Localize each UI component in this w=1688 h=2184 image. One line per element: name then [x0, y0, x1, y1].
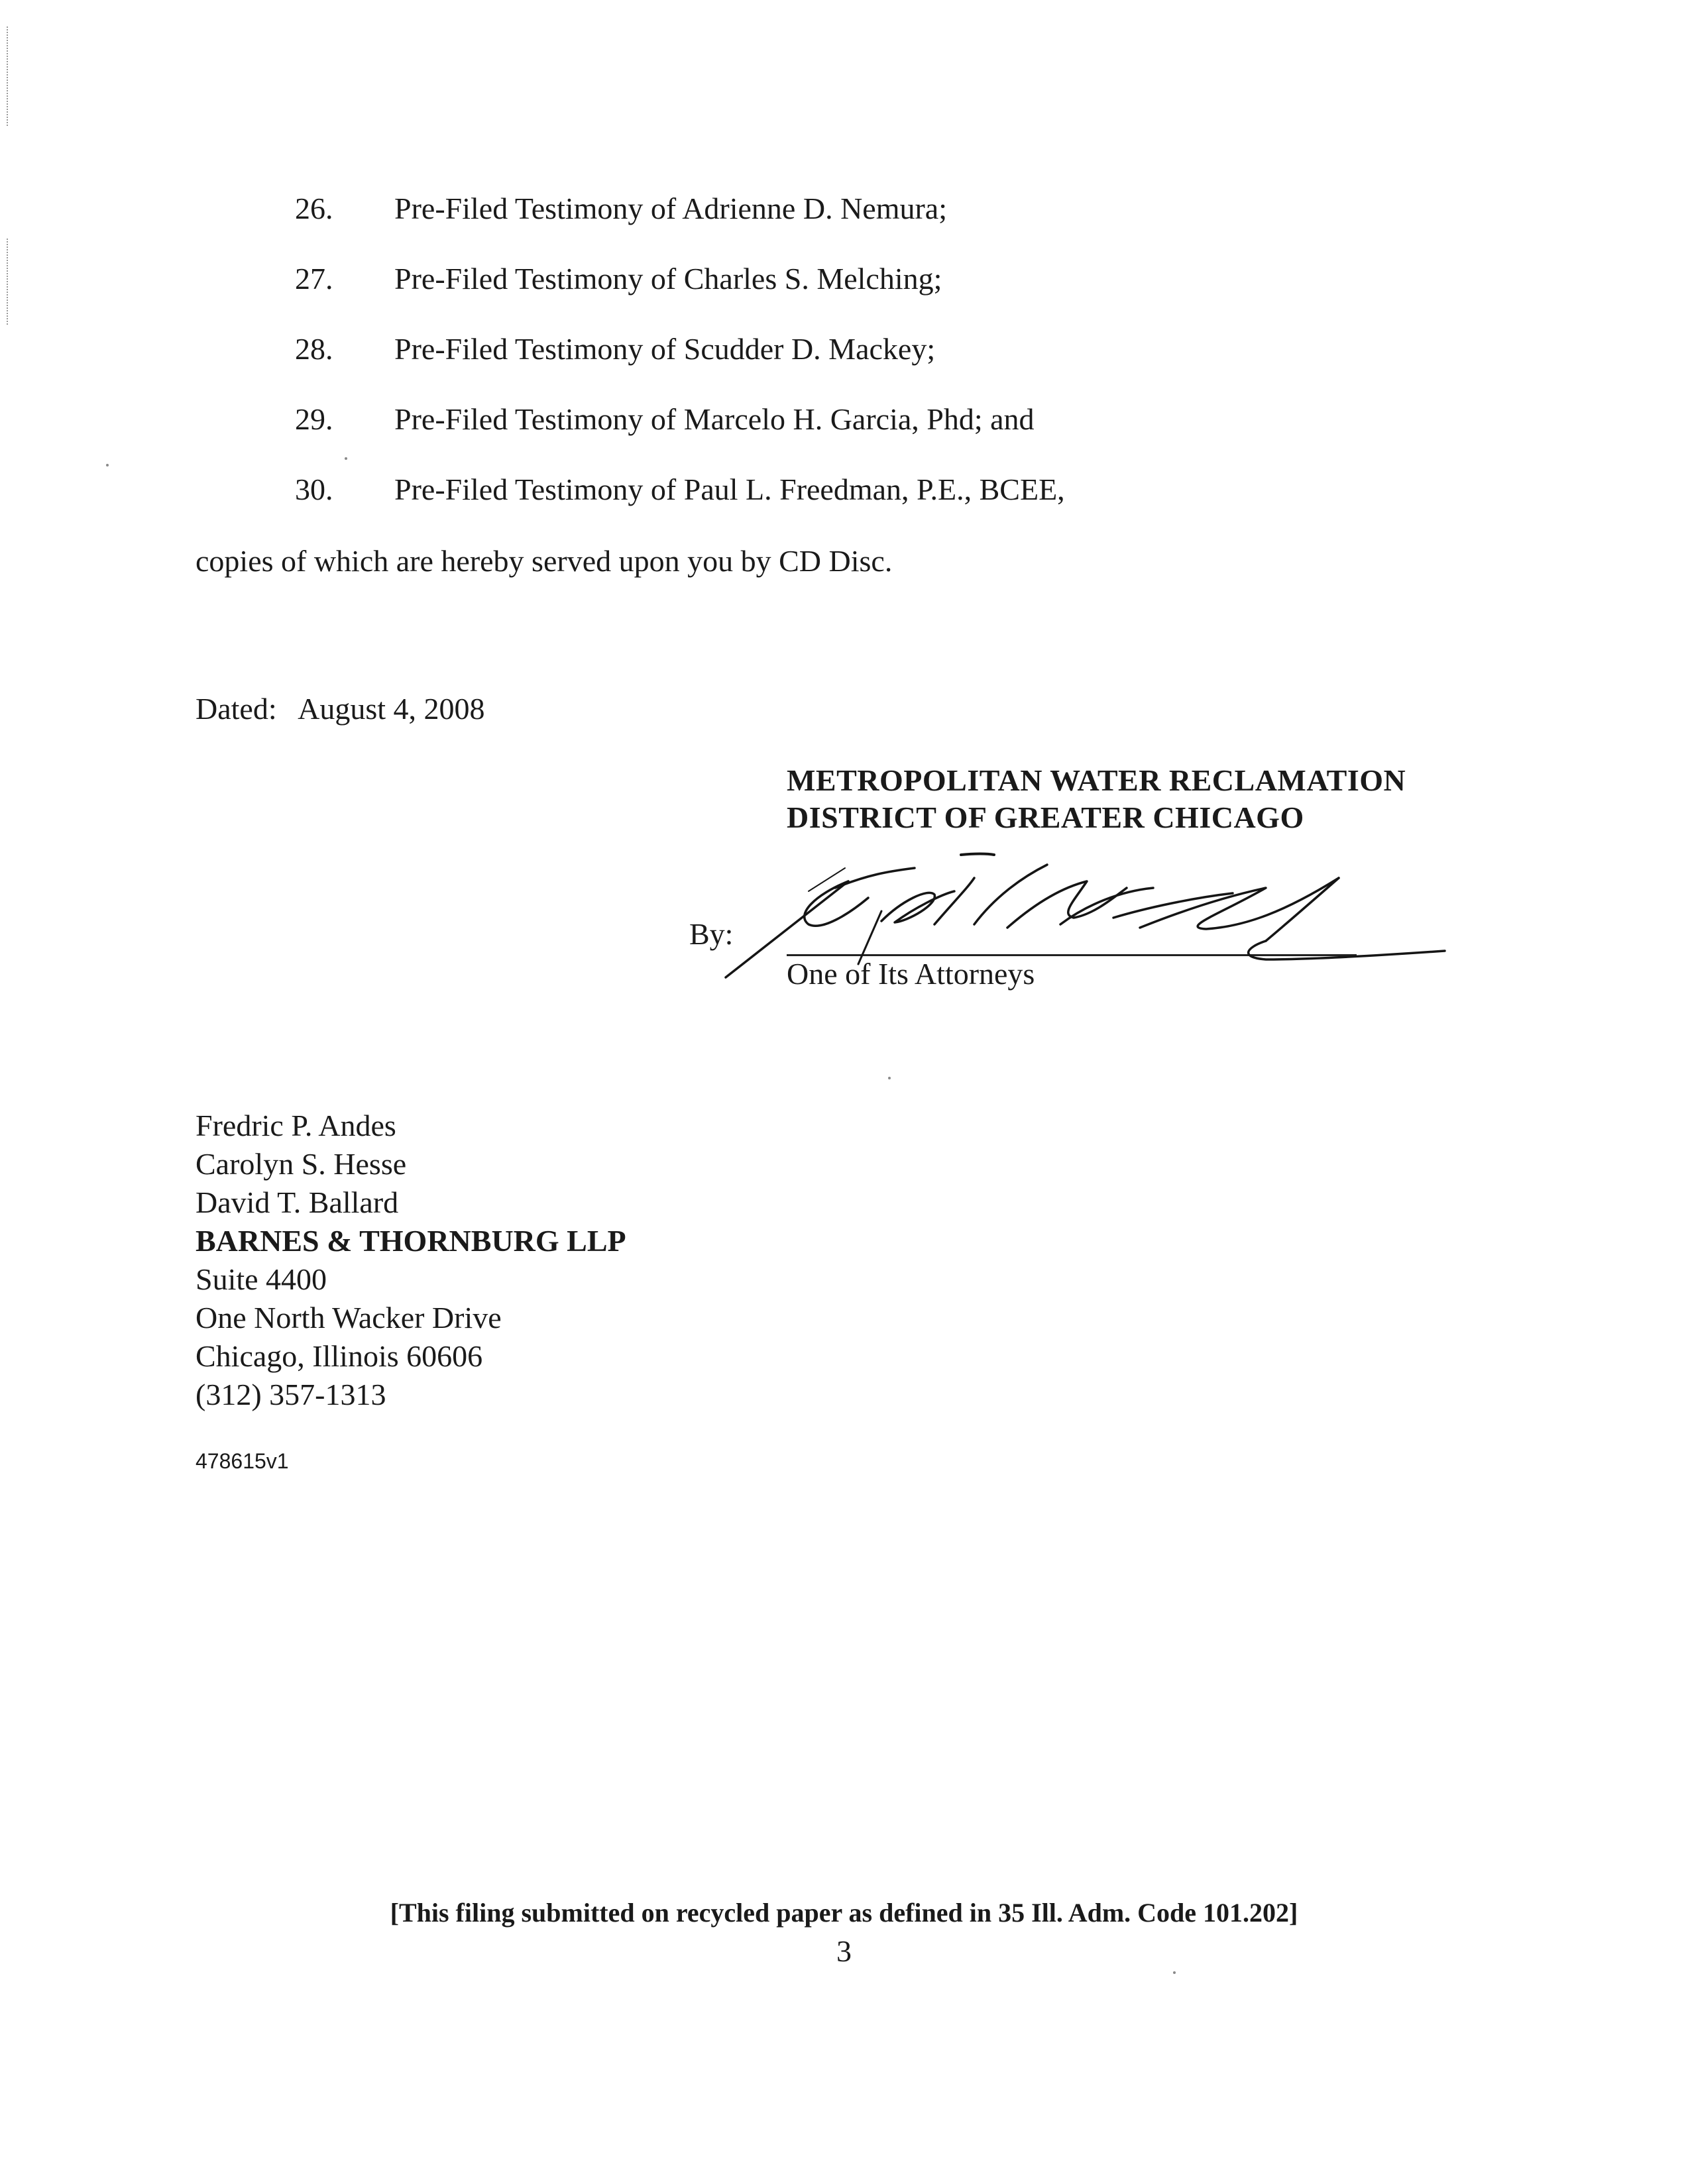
exhibit-number: 27. — [295, 262, 333, 296]
attorney-name: Carolyn S. Hesse — [196, 1147, 407, 1181]
recycled-paper-note: [This filing submitted on recycled paper as defined in 35 Ill. Adm. Code 101.202] — [390, 1898, 1298, 1928]
attorney-name: Fredric P. Andes — [196, 1109, 396, 1142]
scan-edge-mark — [7, 239, 9, 325]
exhibit-text: Pre-Filed Testimony of Charles S. Melching; — [394, 262, 942, 296]
service-statement: copies of which are hereby served upon you by CD Disc. — [196, 544, 893, 578]
address-line: One North Wacker Drive — [196, 1301, 502, 1335]
scan-speck — [345, 457, 347, 460]
handwritten-signature — [716, 842, 1458, 1001]
client-name — [787, 762, 1406, 836]
document-id: 478615v1 — [196, 1449, 289, 1473]
exhibit-text: Pre-Filed Testimony of Adrienne D. Nemura; — [394, 191, 947, 225]
client-name-line: METROPOLITAN WATER RECLAMATION — [787, 763, 1406, 797]
date-value: August 4, 2008 — [298, 692, 485, 726]
exhibit-number: 28. — [295, 332, 333, 366]
scan-edge-mark — [7, 27, 9, 126]
exhibit-text: Pre-Filed Testimony of Scudder D. Mackey; — [394, 332, 936, 366]
client-name-line: DISTRICT OF GREATER CHICAGO — [787, 800, 1304, 834]
exhibit-text: Pre-Filed Testimony of Paul L. Freedman, P.E., BCEE, — [394, 472, 1065, 506]
exhibit-number: 26. — [295, 191, 333, 225]
exhibit-number: 30. — [295, 472, 333, 506]
scan-speck — [888, 1077, 891, 1079]
scan-speck — [106, 464, 109, 466]
law-firm-name: BARNES & THORNBURG LLP — [196, 1224, 626, 1258]
page-number: 3 — [836, 1934, 852, 1968]
address-line: Chicago, Illinois 60606 — [196, 1339, 483, 1373]
exhibit-text: Pre-Filed Testimony of Marcelo H. Garcia, Phd; and — [394, 402, 1035, 436]
by-label: By: — [689, 917, 734, 951]
scan-speck — [1173, 1971, 1176, 1974]
signature-caption: One of Its Attorneys — [787, 957, 1035, 991]
address-line: Suite 4400 — [196, 1262, 327, 1296]
date-line — [196, 686, 485, 732]
exhibit-number: 29. — [295, 402, 333, 436]
phone-number: (312) 357-1313 — [196, 1378, 386, 1411]
counsel-block — [196, 1107, 626, 1414]
date-label: Dated: — [196, 692, 277, 726]
attorney-name: David T. Ballard — [196, 1185, 399, 1219]
